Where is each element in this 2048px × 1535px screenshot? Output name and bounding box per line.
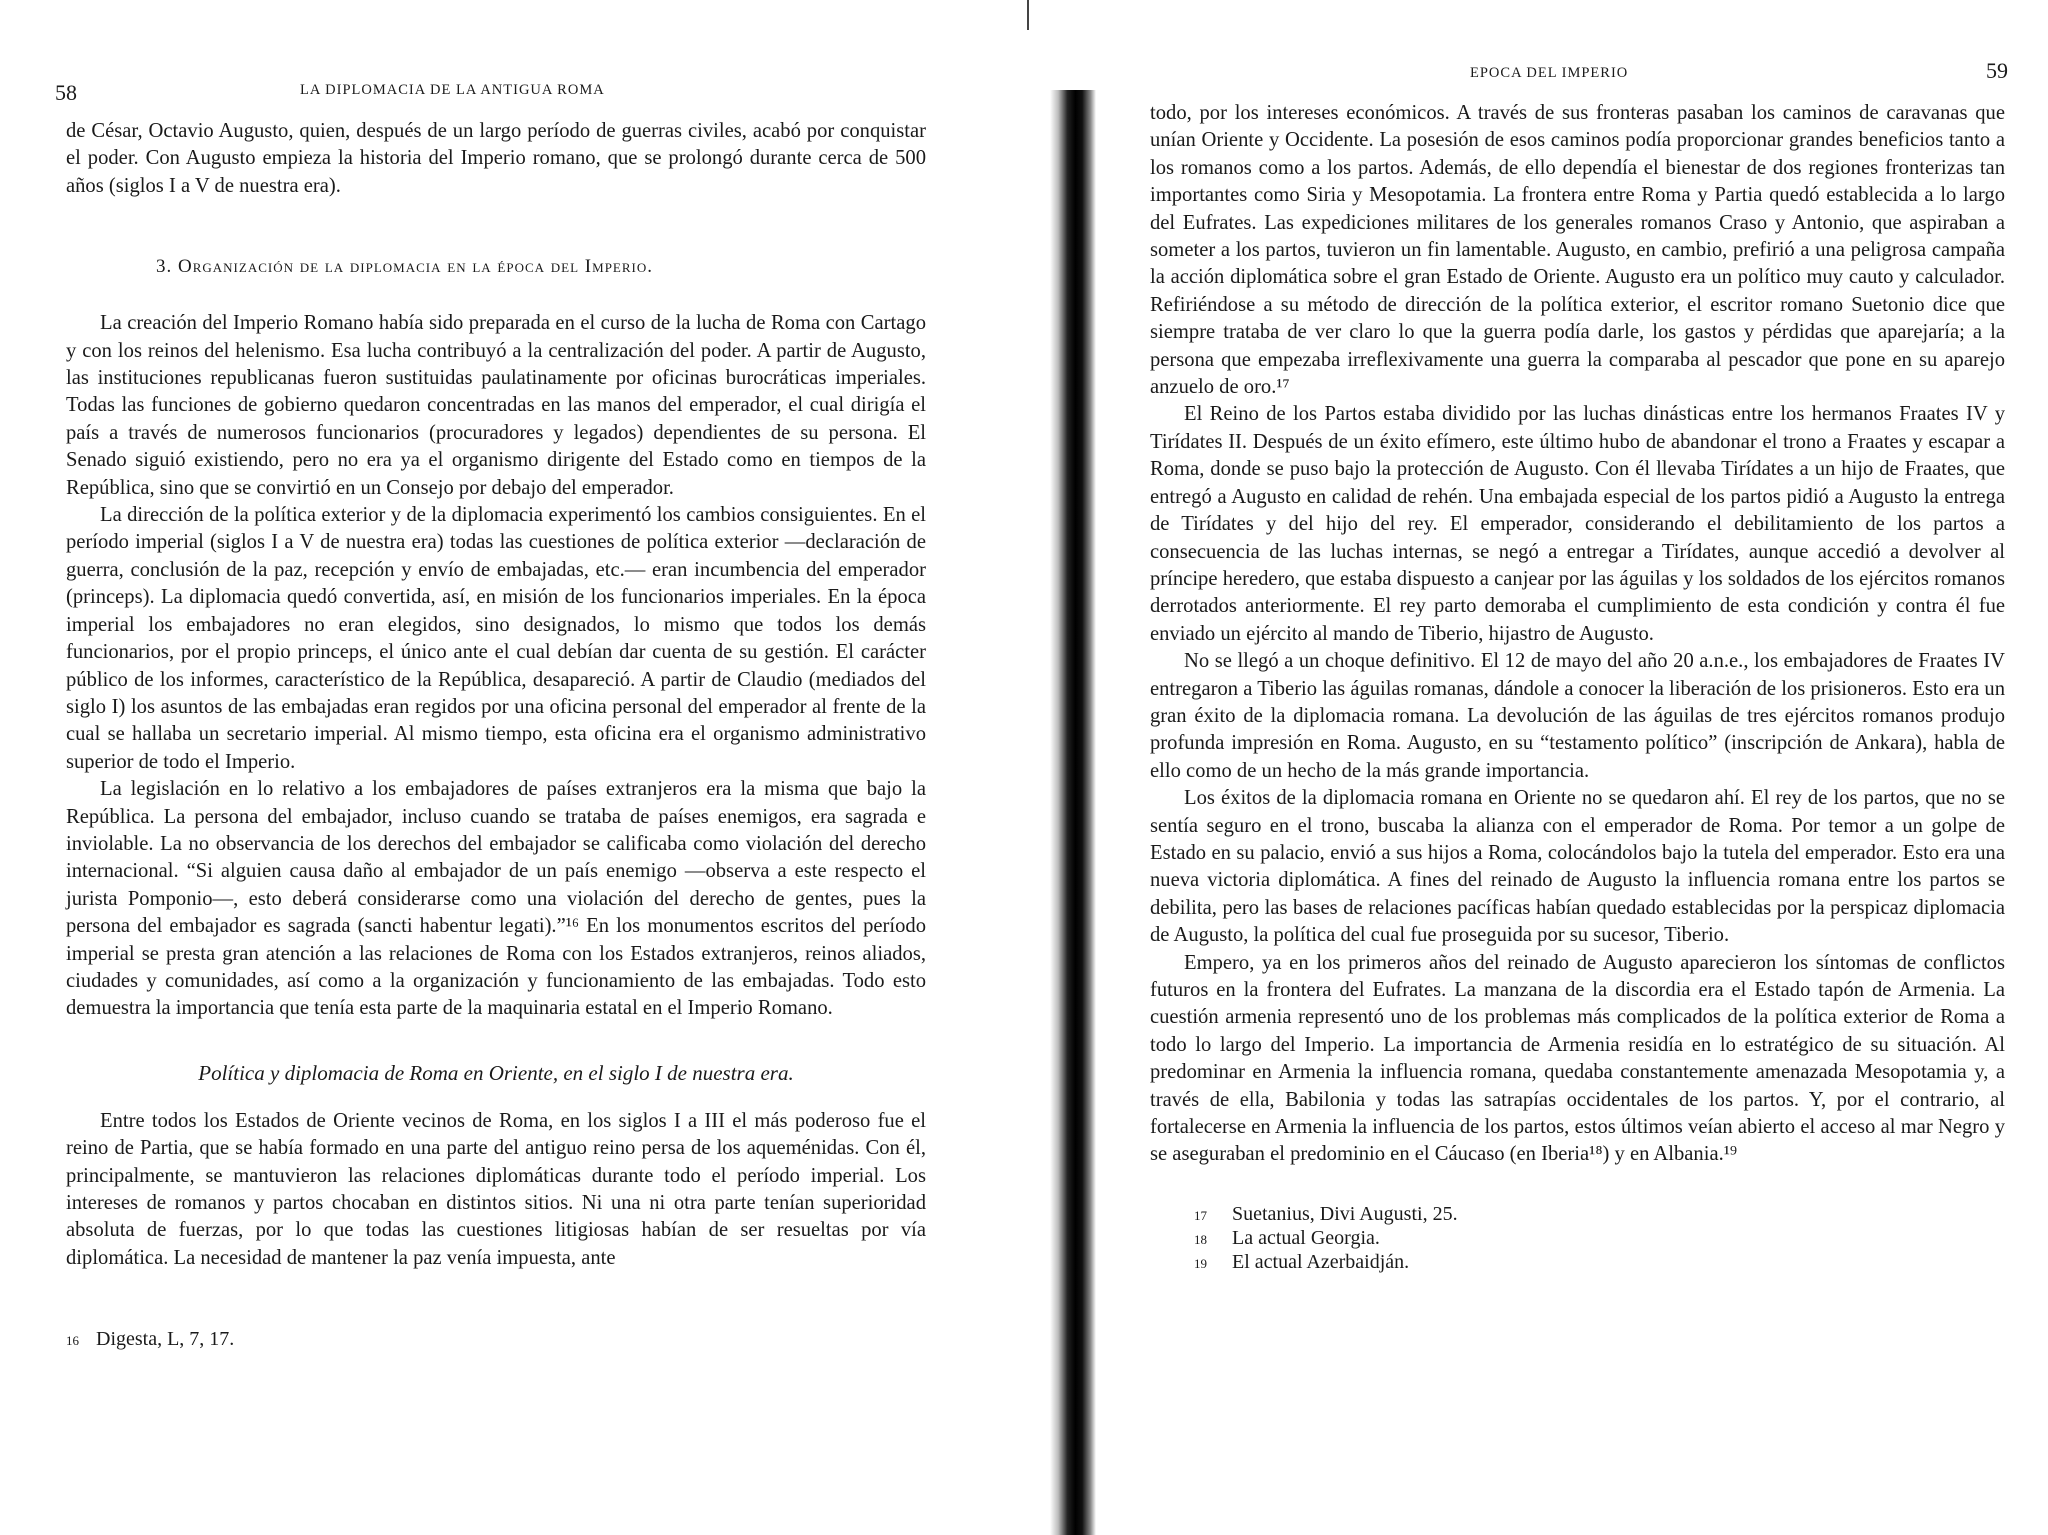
page-number: 58 — [55, 80, 77, 105]
left-page — [0, 0, 1010, 1535]
footnote-text: La actual Georgia. — [1232, 1226, 1380, 1249]
running-head: EPOCA DEL IMPERIO — [1470, 65, 1629, 81]
footnote-text: Suetanius, Divi Augusti, 25. — [1232, 1202, 1458, 1225]
paragraph: Empero, ya en los primeros años del reinado de Augusto aparecieron los síntomas de conflictos futuros en la frontera del Eufrates. La manzana de la discordia era el Estado tapón de Armenia. La cuestión armenia representó uno de los problemas más complicados de la política exterior de Roma a todo lo largo del Imperio. La importancia de Armenia residía en lo estratégico de su situación. Al predominar en Armenia la influencia romana, quedaba constantemente amenazada Mesopotamia y, a través de ella, Babilonia y todas las satrapías occidentales de los partos. Y, por el contrario, al fortalecerse en Armenia la influencia de los partos, estos últimos veían abierto el acceso al mar Negro y se aseguraban el predominio en el Cáucaso (en Iberia¹⁸) y en Albania.¹⁹ — [1150, 951, 2005, 1166]
footnotes — [1150, 1203, 2005, 1275]
paragraph: Los éxitos de la diplomacia romana en Oriente no se quedaron ahí. El rey de los partos, que no se sentía seguro en el trono, buscaba la alianza con el emperador de Roma. Por temor a un golpe de Estado en su palacio, envió a sus hijos a Roma, colocándolos bajo la tutela del emperador. Esto era una nueva victoria diplomática. A fines del reinado de Augusto la influencia romana entre los partos se debilita, pero las bases de relaciones pacíficas habían quedado establecidas por la perspicaz diplomacia de Augusto, la política del cual fue proseguida por su sucesor, Tiberio. — [1150, 787, 2005, 947]
footnote-text: El actual Azerbaidján. — [1232, 1250, 1410, 1273]
page-number: 59 — [1986, 58, 2008, 83]
footnote — [1150, 1203, 2005, 1227]
paragraph: La dirección de la política exterior y de la diplomacia experimentó los cambios consiguientes. En el período imperial (siglos I a V de nuestra era) todas las cuestiones de política exterior —declaración de guerra, conclusión de la paz, recepción y envío de embajadas, etc.— eran incumbencia del emperador (princeps). La diplomacia quedó convertida, así, en misión de los funcionarios imperiales. En la época imperial los embajadores no eran elegidos, sino designados, lo mismo que todos los demás funcionarios, por el propio princeps, el único ante el cual debían dar cuenta de su gestión. El carácter público de los informes, característico de la República, desapareció. A partir de Claudio (mediados del siglo I) los asuntos de las embajadas eran regidos por una oficina personal del emperador al frente de la cual se hallaba un secretario imperial. Al mismo tiempo, esta oficina era el organismo administrativo superior de todo el Imperio. — [66, 504, 926, 773]
page-body — [66, 118, 926, 1352]
paragraph: La creación del Imperio Romano había sido preparada en el curso de la lucha de Roma con Cartago y con los reinos del helenismo. Esa lucha contribuyó a la centralización del poder. A partir de Augusto, las instituciones republicanas fueron sustituidas paulatinamente por oficinas burocráticas imperiales. Todas las funciones de gobierno quedaron concentradas en las manos del emperador, el cual dirigía el país a través de numerosos funcionarios (procuradores y legados) dependientes de su persona. El Senado siguió existiendo, pero no era ya el organismo dirigente del Estado como en tiempos de la República, sino que se convirtió en un Consejo por debajo del emperador. — [66, 312, 926, 499]
footnote — [1150, 1227, 2005, 1251]
paragraph: La legislación en lo relativo a los embajadores de países extranjeros era la misma que bajo la República. La persona del embajador, incluso cuando se trataba de países enemigos, era sagrada e inviolable. La no observancia de los derechos del embajador se calificaba como violación del derecho internacional. “Si alguien causa daño al embajador de un país enemigo —observa a este respecto el jurista Pomponio—, esto deberá considerarse como una violación del derecho de gentes, pues la persona del embajador es sagrada (sancti habentur legati).”¹⁶ En los monumentos escritos del período imperial se presta gran atención a las relaciones de Roma con los Estados extranjeros, reinos aliados, ciudades y comunidades, así como a la organización y funcionamiento de las embajadas. Todo esto demuestra la importancia que tenía esta parte de la maquinaria estatal en el Imperio Romano. — [66, 778, 926, 1020]
footnote-number: 16 — [66, 1333, 79, 1349]
footnotes — [66, 1328, 926, 1352]
paragraph: todo, por los intereses económicos. A través de sus fronteras pasaban los caminos de caravanas que unían Oriente y Occidente. La posesión de esos caminos podía proporcionar grandes beneficios tanto a los romanos como a los partos. Además, de ello dependía el bienestar de dos regiones fronterizas tan importantes como Siria y Mesopotamia. La frontera entre Roma y Partia quedó establecida a lo largo del Eufrates. Las expediciones militares de los generales romanos Craso y Antonio, que aspiraban a someter a los partos, tuvieron un fin lamentable. Augusto, en cambio, prefirió a una peligrosa campaña la acción diplomática sobre el gran Estado de Oriente. Augusto era un político muy cauto y calculador. Refiriéndose a su método de dirección de la política exterior, el escritor romano Suetonio dice que siempre trataba de ver claro lo que la guerra podía darle, los gastos y pérdidas que aparejaría; a la persona que empezaba irreflexivamente una guerra la comparaba al pescador que pone en su aparejo anzuelo de oro.¹⁷ — [1150, 102, 2005, 399]
running-head: LA DIPLOMACIA DE LA ANTIGUA ROMA — [300, 82, 605, 98]
page-body — [1150, 100, 2005, 1275]
section-title: 3. Organización de la diplomacia en la época del Imperio. — [156, 256, 654, 278]
footnote-text: Digesta, L, 7, 17. — [96, 1328, 235, 1351]
paragraph: El Reino de los Partos estaba dividido por las luchas dinásticas entre los hermanos Fraates IV y Tirídates II. Después de un éxito efímero, este último hubo de abandonar el trono a Fraates y escapar a Roma, donde se puso bajo la protección de Augusto. Con él llevaba Tirídates a un hijo de Fraates, que entregó a Augusto en calidad de rehén. Una embajada especial de los partos pidió a Augusto la entrega de Tirídates y del hijo del rey. El emperador, considerando el debilitamiento de los partos a consecuencia de las luchas internas, se negó a entregar a Tirídates, aunque accedió a devolver al príncipe heredero, que estaba dispuesto a canjear por las águilas y los soldados de los ejércitos romanos derrotados anteriormente. El rey parto demoraba el cumplimiento de esta condición y contra él fue enviado un ejército al mando de Tiberio, hijastro de Augusto. — [1150, 403, 2005, 645]
footnote-number: 18 — [1194, 1231, 1207, 1247]
paragraph: No se llegó a un choque definitivo. El 12 de mayo del año 20 a.n.e., los embajadores de Fraates IV entregaron a Tiberio las águilas romanas, dándole a conocer la liberación de los prisioneros. Esto era un gran éxito de la diplomacia romana. La devolución de las águilas de tres ejércitos romanos produjo profunda impresión en Roma. Augusto, en su “testamento político” (inscripción de Ankara), habla de ello como de un hecho de la más grande importancia. — [1150, 650, 2005, 782]
paragraph: Entre todos los Estados de Oriente vecinos de Roma, en los siglos I a III el más poderoso fue el reino de Partia, que se había formado en una parte del antiguo reino persa de los aqueménidas. Con él, principalmente, se mantuvieron las relaciones diplomáticas durante todo el período imperial. Los intereses de romanos y partos chocaban en distintos sitios. Ni una ni otra parte tenían superioridad absoluta de fuerzas, por lo que todas las cuestiones litigiosas habían de ser resueltas por vía diplomática. La necesidad de mantener la paz venía impuesta, ante — [66, 1109, 926, 1269]
footnote — [1150, 1251, 2005, 1275]
footnote — [66, 1328, 926, 1352]
subsection-heading: Política y diplomacia de Roma en Oriente, en el siglo I de nuestra era. — [198, 1060, 794, 1085]
footnote-number: 19 — [1194, 1255, 1207, 1271]
paragraph: de César, Octavio Augusto, quien, después de un largo período de guerras civiles, acabó por conquistar el poder. Con Augusto empieza la historia del Imperio romano, que se prolongó durante cerca de 500 años (siglos I a V de nuestra era). — [66, 120, 926, 197]
binding-mark — [1027, 0, 1029, 30]
right-page — [1090, 0, 2048, 1535]
footnote-number: 17 — [1194, 1207, 1207, 1223]
